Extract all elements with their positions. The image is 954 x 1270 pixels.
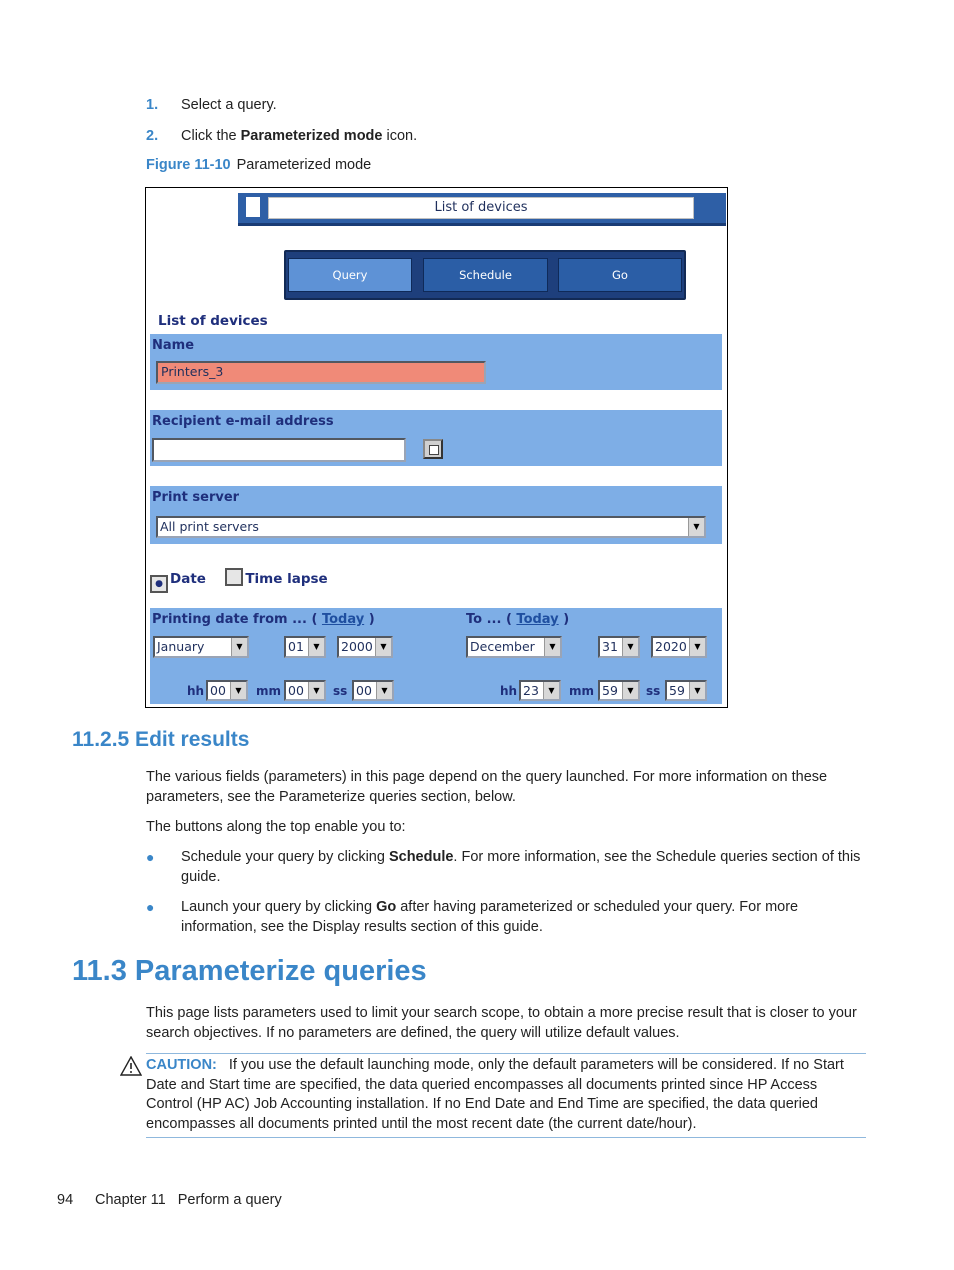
parameterized-mode-figure (145, 187, 728, 708)
figure-caption (146, 157, 371, 173)
from-ss-label: ss (333, 684, 348, 698)
to-ss-label: ss (646, 684, 661, 698)
from-day-select[interactable]: 01 ▼ (284, 636, 326, 658)
print-server-band (150, 486, 722, 544)
chevron-down-icon: ▼ (376, 682, 392, 699)
chevron-down-icon: ▼ (375, 638, 391, 656)
address-book-icon[interactable] (423, 439, 443, 459)
chevron-down-icon: ▼ (622, 638, 638, 656)
step-text: Select a query. (181, 97, 277, 113)
to-mm-label: mm (569, 684, 595, 698)
go-term: Go (376, 899, 397, 915)
parameterize-paragraph-1: This page lists parameters used to limit your search scope, to obtain a more precise result that is closer to your search objectives. If no parameters are defined, the query will utilize default values. (146, 1005, 857, 1041)
chevron-down-icon: ▼ (230, 682, 246, 699)
edit-results-paragraph-1: The various fields (parameters) in this page depend on the query launched. For more information on these parameters, see the Parameterize queries section, below. (146, 769, 828, 805)
chevron-down-icon: ▼ (689, 682, 705, 699)
chevron-down-icon: ▼ (622, 682, 638, 699)
step-text: Click the Parameterized mode icon. (181, 128, 418, 144)
to-label: To ... ( Today ) (466, 612, 570, 627)
from-today-link[interactable]: Today (321, 612, 365, 627)
chevron-down-icon: ▼ (308, 638, 324, 656)
chevron-down-icon: ▼ (543, 682, 559, 699)
email-input[interactable] (152, 438, 406, 462)
name-band (150, 334, 722, 390)
step-number: 2. (146, 128, 159, 144)
section-heading-parameterize-queries: 11.3 Parameterize queries (72, 955, 427, 987)
time-lapse-radio[interactable] (225, 568, 243, 586)
to-mm-select[interactable]: 59 ▼ (598, 680, 640, 701)
name-label: Name (152, 338, 195, 353)
to-today-link[interactable]: Today (516, 612, 559, 627)
mode-radio-group (150, 568, 328, 593)
chevron-down-icon: ▼ (544, 638, 560, 656)
from-hh-select[interactable]: 00 ▼ (206, 680, 248, 701)
to-month-select[interactable]: December ▼ (466, 636, 562, 658)
from-label: Printing date from ... ( Today ) (152, 612, 375, 627)
from-hh-label: hh (187, 684, 205, 698)
bullet-icon: ● (146, 849, 155, 865)
chevron-down-icon: ▼ (308, 682, 324, 699)
list-title: List of devices (158, 313, 268, 329)
page-number: 94 (57, 1192, 74, 1208)
tab-bar (284, 250, 686, 300)
caution-text: If you use the default launching mode, only the default parameters will be considered. If no Start Date and Start time are specified, the data queried encompasses all documents printed since HP Access Control (HP AC) Job Accounting installation. If no End Date and End Time are specified, the data queried encompasses all documents printed until the most recent date (the current date/hour). (146, 1057, 844, 1132)
time-lapse-radio-label: Time lapse (245, 571, 328, 587)
caution-label: CAUTION: (146, 1057, 217, 1073)
caution-note (146, 1053, 866, 1138)
chevron-down-icon: ▼ (688, 518, 704, 536)
to-hh-select[interactable]: 23 ▼ (519, 680, 561, 701)
tab-schedule[interactable]: Schedule (423, 258, 548, 292)
window-titlebar (238, 193, 726, 226)
bullet-icon: ● (146, 899, 155, 915)
chevron-down-icon: ▼ (231, 638, 247, 656)
to-day-select[interactable]: 31 ▼ (598, 636, 640, 658)
from-ss-select[interactable]: 00 ▼ (352, 680, 394, 701)
to-hh-label: hh (500, 684, 518, 698)
print-server-value: All print servers (160, 519, 259, 534)
list-item-text: Schedule your query by clicking Schedule. For more information, see the Schedule queries section of this guide. (181, 849, 861, 885)
from-year-select[interactable]: 2000 ▼ (337, 636, 393, 658)
warning-icon (120, 1056, 142, 1076)
email-band (150, 410, 722, 466)
section-heading-edit-results: 11.2.5 Edit results (72, 728, 250, 751)
date-radio-label: Date (170, 571, 206, 587)
tab-query[interactable]: Query (288, 258, 412, 292)
tab-go[interactable]: Go (558, 258, 682, 292)
window-title: List of devices (268, 197, 694, 219)
date-radio[interactable]: ● (150, 575, 168, 593)
name-input[interactable]: Printers_3 (156, 361, 486, 384)
schedule-term: Schedule (388, 849, 454, 865)
chapter-footer: Chapter 11 Perform a query (95, 1192, 282, 1208)
chevron-down-icon: ▼ (689, 638, 705, 656)
to-year-select[interactable]: 2020 ▼ (651, 636, 707, 658)
parameterized-mode-term: Parameterized mode (240, 128, 383, 144)
from-mm-select[interactable]: 00 ▼ (284, 680, 326, 701)
from-mm-label: mm (256, 684, 282, 698)
print-server-label: Print server (152, 490, 240, 505)
to-ss-select[interactable]: 59 ▼ (665, 680, 707, 701)
print-server-select[interactable] (156, 516, 706, 538)
figure-caption-text: Parameterized mode (236, 157, 372, 173)
figure-label: Figure 11-10 (146, 157, 231, 173)
date-range-band (150, 608, 722, 704)
step-number: 1. (146, 97, 159, 113)
email-label: Recipient e-mail address (152, 414, 334, 429)
edit-results-paragraph-2: The buttons along the top enable you to: (146, 819, 406, 835)
from-month-select[interactable]: January ▼ (153, 636, 249, 658)
list-item-text: Launch your query by clicking Go after having parameterized or scheduled your query. For more information, see the Display results section of this guide. (181, 899, 799, 935)
